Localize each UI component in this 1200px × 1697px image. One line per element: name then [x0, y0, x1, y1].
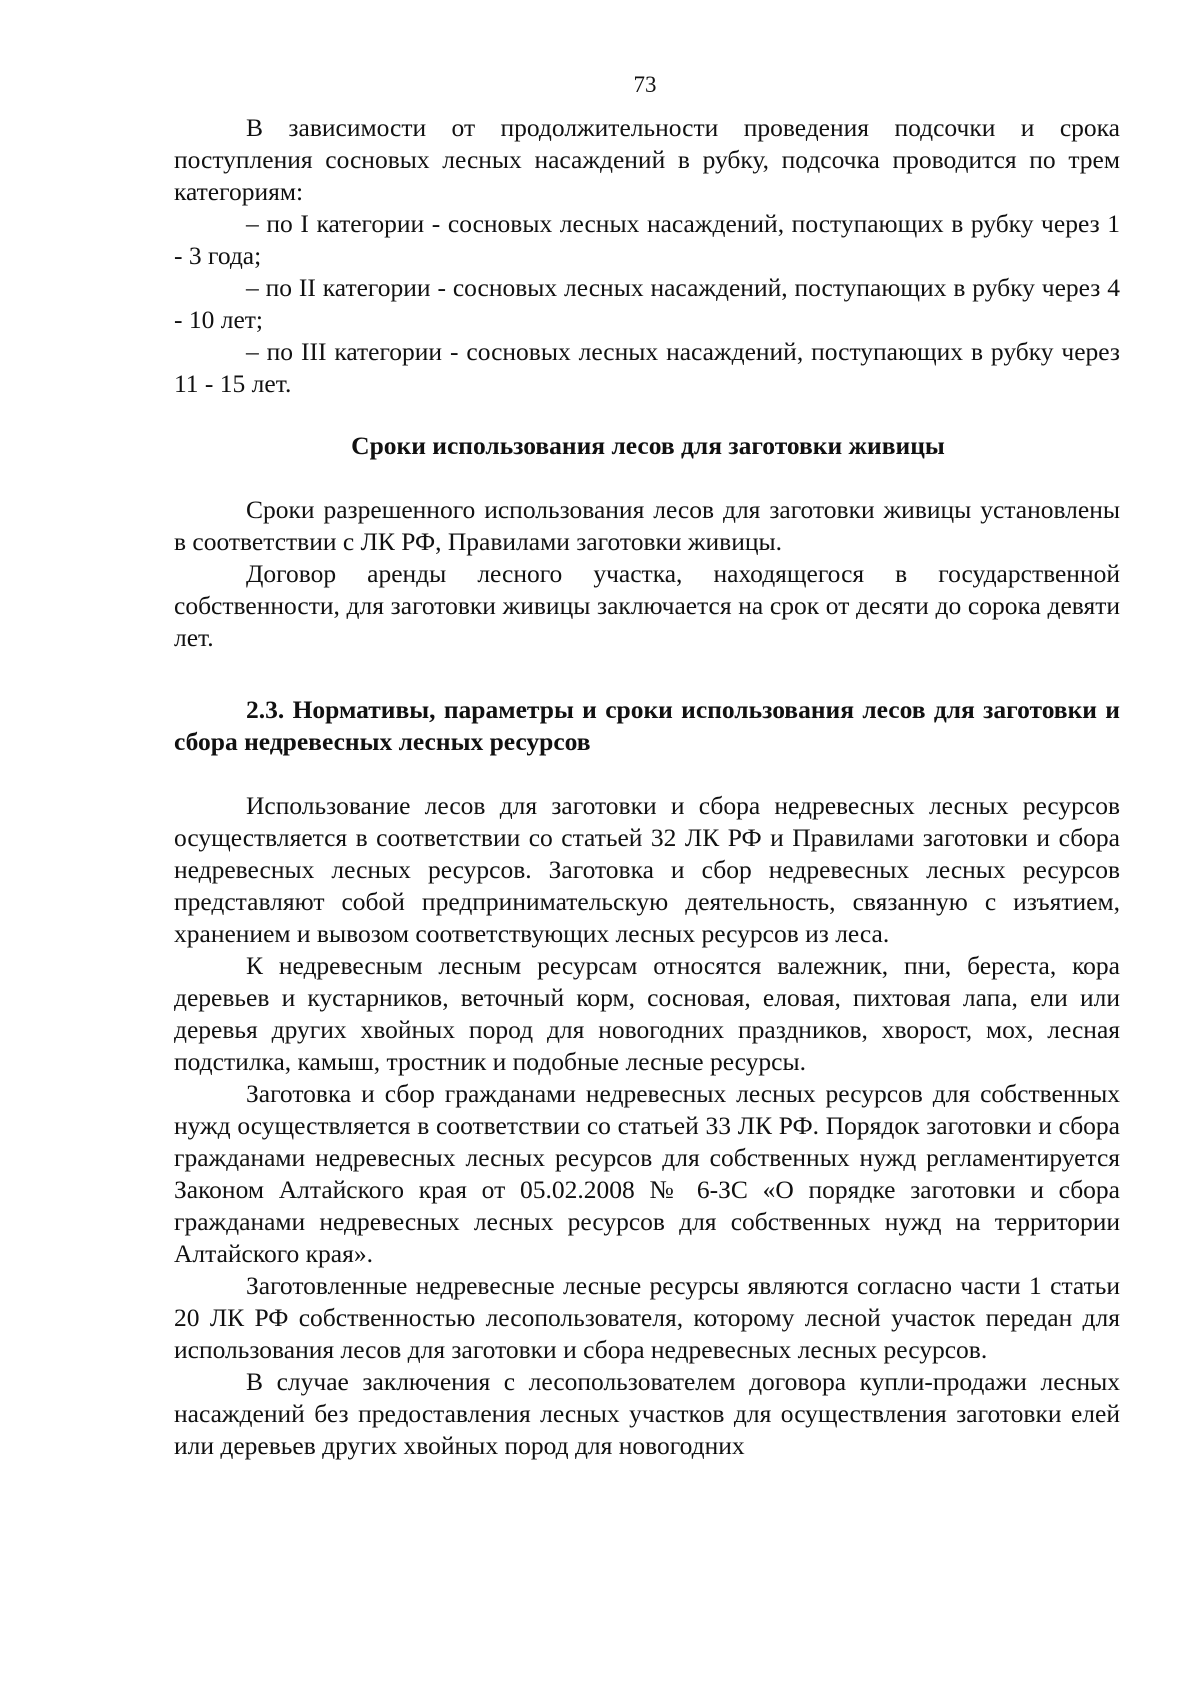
category-item-3: – по III категории - сосновых лесных насаждений, поступающих в рубку через 11 - 15 лет.	[174, 337, 1120, 398]
category-item-2: – по II категории - сосновых лесных насаждений, поступающих в рубку через 4 - 10 лет;	[174, 273, 1120, 334]
spacer	[174, 400, 1120, 430]
category-item-1: – по I категории - сосновых лесных насаждений, поступающих в рубку через 1 - 3 года;	[174, 209, 1120, 270]
nontimber-paragraph-2: К недревесным лесным ресурсам относятся валежник, пни, береста, кора деревьев и кустарников, веточный корм, сосновая, еловая, пихтовая лапа, ели или деревья других хвойных пород для новогодних праздников, хворост, мох, лесная подстилка, камыш, тростник и подобные лесные ресурсы.	[174, 951, 1120, 1076]
intro-paragraph: В зависимости от продолжительности проведения подсочки и срока поступления сосновых лесных насаждений в рубку, подсочка проводится по трем категориям:	[174, 113, 1120, 206]
page-number: 73	[633, 72, 657, 97]
terms-paragraph-1: Сроки разрешенного использования лесов для заготовки живицы установлены в соответствии с ЛК РФ, Правилами заготовки живицы.	[174, 495, 1120, 556]
section-heading-2-3: 2.3. Нормативы, параметры и сроки использования лесов для заготовки и сбора недревесных лесных ресурсов	[174, 695, 1120, 756]
spacer	[174, 758, 1120, 790]
nontimber-paragraph-1: Использование лесов для заготовки и сбора недревесных лесных ресурсов осуществляется в соответствии со статьей 32 ЛК РФ и Правилами заготовки и сбора недревесных лесных ресурсов. Заготовка и сбор недревесных лесных ресурсов представляют собой предпринимательскую деятельность, связанную с изъятием, хранением и вывозом соответствующих лесных ресурсов из леса.	[174, 791, 1120, 948]
terms-paragraph-2: Договор аренды лесного участка, находящегося в государственной собственности, для заготовки живицы заключается на срок от десяти до сорока девяти лет.	[174, 559, 1120, 652]
spacer	[174, 654, 1120, 694]
nontimber-paragraph-4: Заготовленные недревесные лесные ресурсы являются согласно части 1 статьи 20 ЛК РФ собственностью лесопользователя, которому лесной участок передан для использования лесов для заготовки и сбора недревесных лесных ресурсов.	[174, 1271, 1120, 1364]
spacer	[174, 462, 1120, 494]
section-heading-terms: Сроки использования лесов для заготовки живицы	[351, 431, 945, 460]
document-body	[174, 112, 1120, 1462]
nontimber-paragraph-3: Заготовка и сбор гражданами недревесных лесных ресурсов для собственных нужд осуществляется в соответствии со статьей 33 ЛК РФ. Порядок заготовки и сбора гражданами недревесных лесных ресурсов для собственных нужд регламентируется Законом Алтайского края от 05.02.2008 № 6-ЗС «О порядке заготовки и сбора гражданами недревесных лесных ресурсов для собственных нужд на территории Алтайского края».	[174, 1079, 1120, 1268]
nontimber-paragraph-5: В случае заключения с лесопользователем договора купли-продажи лесных насаждений без предоставления лесных участков для осуществления заготовки елей или деревьев других хвойных пород для новогодних	[174, 1367, 1120, 1460]
